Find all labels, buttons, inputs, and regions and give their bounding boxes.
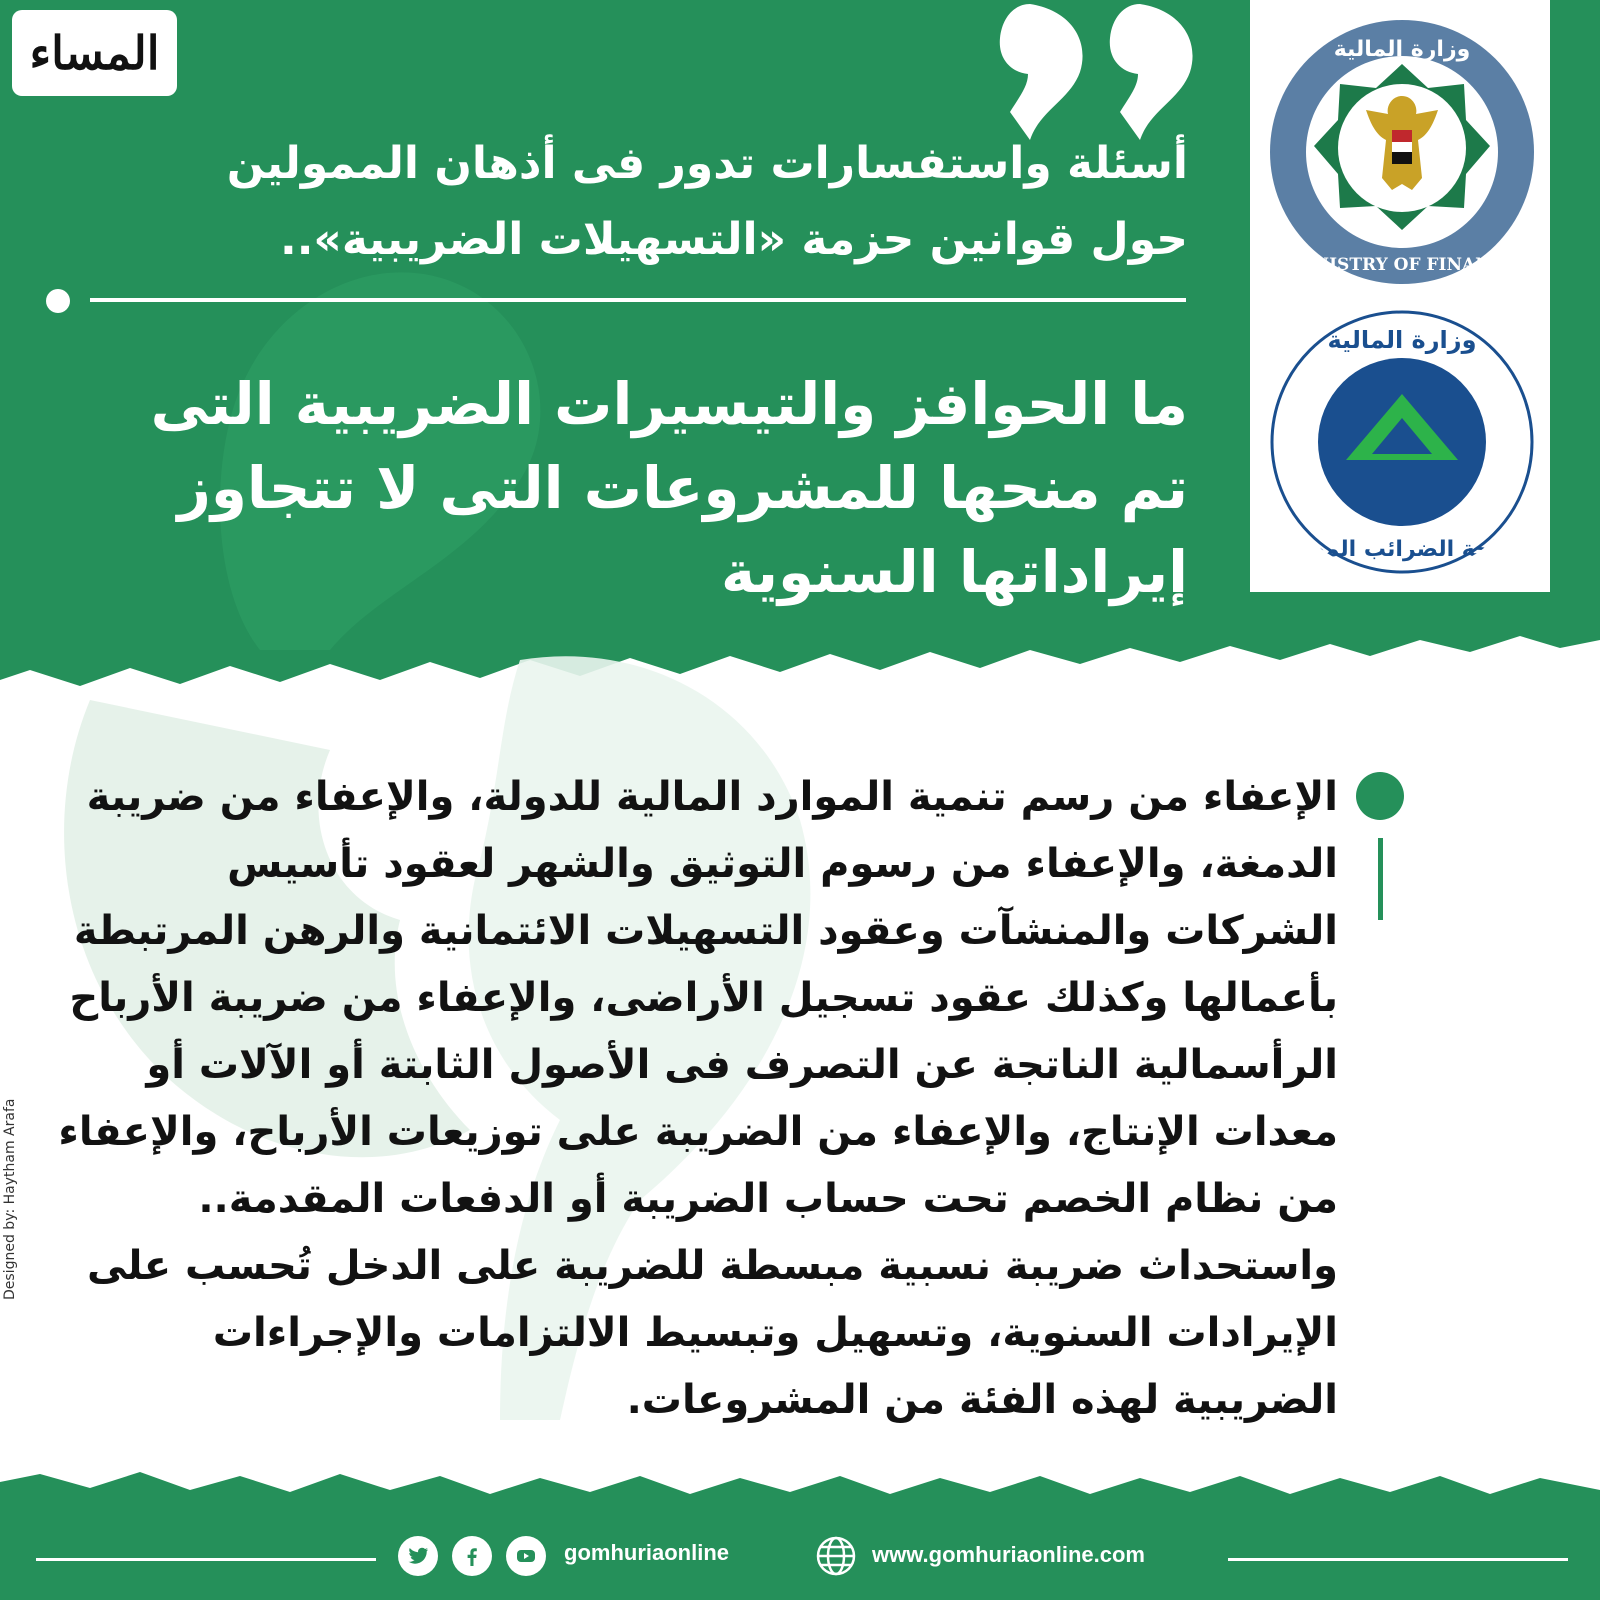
bottom-green-band — [0, 1472, 1600, 1600]
logo-text: المساء — [29, 26, 160, 80]
website-link[interactable]: www.gomhuriaonline.com — [872, 1542, 1145, 1567]
bullet-bar — [1378, 838, 1383, 920]
ministry-of-finance-seal — [1268, 18, 1536, 286]
main-question: ما الحوافز والتيسيرات الضريبية التى تم منحها للمشروعات التى لا تتجاوز إيراداتها السنوية — [150, 370, 1188, 606]
globe-icon — [814, 1534, 858, 1578]
tax-authority-seal — [1268, 308, 1536, 576]
separator-dot — [46, 289, 70, 313]
seal-english-text: MINISTRY OF FINANCE — [1286, 255, 1518, 275]
footer-line-left — [36, 1558, 376, 1561]
footer-line-right — [1228, 1558, 1568, 1561]
youtube-icon[interactable] — [506, 1536, 546, 1576]
social-handle[interactable]: gomhuriaonline — [564, 1540, 729, 1565]
twitter-icon[interactable] — [398, 1536, 438, 1576]
seal-authority-text: مصلحة الضرائب المصرية — [1268, 537, 1536, 562]
seal-arabic-text: وزارة المالية — [1333, 37, 1471, 62]
answer-text: الإعفاء من رسم تنمية الموارد المالية للدولة، والإعفاء من ضريبة الدمغة، والإعفاء من رسوم التوثيق والشهر لعقود تأسيس الشركات والمنشآت وعقود التسهيلات الائتمانية والرهن المرتبطة بأعمالها وكذلك عقود تسجيل الأراضى، والإعفاء من ضريبة الأرباح الرأسمالية الناتجة عن التصرف فى الأصول الثابتة أو الآلات أو معدات الإنتاج، والإعفاء من الضريبة على توزيعات الأرباح، والإعفاء من نظام الخصم تحت حساب الضريبة أو الدفعات المقدمة.. واستحداث ضريبة نسبية مبسطة للضريبة على الدخل تُحسب على الإيرادات السنوية، وتسهيل وتبسيط الالتزامات والإجراءات الضريبية لهذه الفئة من المشروعات. — [58, 774, 1338, 1423]
facebook-icon[interactable] — [452, 1536, 492, 1576]
bullet-dot — [1356, 772, 1404, 820]
seal-ministry-text: وزارة المالية — [1327, 326, 1477, 354]
designer-credit: Designed by: Haytham Arafa — [2, 1098, 18, 1300]
newspaper-logo — [12, 10, 177, 96]
question-intro: أسئلة واستفسارات تدور فى أذهان الممولين حول قوانين حزمة «التسهيلات الضريبية».. — [226, 138, 1188, 265]
separator-line — [90, 298, 1186, 302]
